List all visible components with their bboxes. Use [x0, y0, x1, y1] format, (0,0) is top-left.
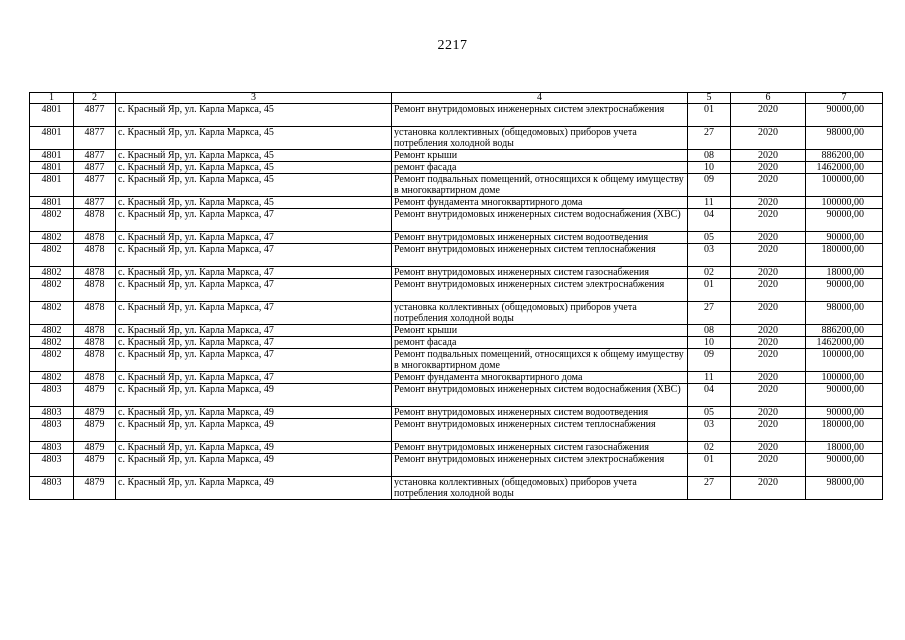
cell-house-id: 4878: [74, 372, 116, 384]
cell-code: 27: [688, 302, 731, 325]
cell-amount: 886200,00: [806, 325, 883, 337]
cell-year: 2020: [731, 267, 806, 279]
cell-id: 4802: [30, 337, 74, 349]
cell-work-type: Ремонт внутридомовых инженерных систем водоснабжения (ХВС): [392, 209, 688, 232]
cell-amount: 180000,00: [806, 419, 883, 442]
cell-address: с. Красный Яр, ул. Карла Маркса, 47: [116, 302, 392, 325]
cell-work-type: Ремонт внутридомовых инженерных систем газоснабжения: [392, 267, 688, 279]
cell-id: 4802: [30, 325, 74, 337]
cell-id: 4803: [30, 384, 74, 407]
cell-amount: 100000,00: [806, 174, 883, 197]
cell-id: 4802: [30, 372, 74, 384]
cell-address: с. Красный Яр, ул. Карла Маркса, 47: [116, 279, 392, 302]
column-header-4: 4: [392, 93, 688, 104]
cell-work-type: Ремонт крыши: [392, 325, 688, 337]
cell-id: 4801: [30, 197, 74, 209]
cell-code: 08: [688, 150, 731, 162]
cell-id: 4803: [30, 407, 74, 419]
cell-year: 2020: [731, 407, 806, 419]
cell-house-id: 4878: [74, 232, 116, 244]
cell-amount: 1462000,00: [806, 337, 883, 349]
cell-code: 27: [688, 127, 731, 150]
table-row: [30, 337, 883, 349]
cell-work-type: Ремонт фундамента многоквартирного дома: [392, 197, 688, 209]
cell-id: 4803: [30, 477, 74, 500]
table-row: [30, 349, 883, 372]
cell-code: 01: [688, 279, 731, 302]
cell-code: 02: [688, 267, 731, 279]
cell-code: 02: [688, 442, 731, 454]
cell-id: 4801: [30, 104, 74, 127]
cell-year: 2020: [731, 127, 806, 150]
table-row: [30, 442, 883, 454]
cell-house-id: 4879: [74, 384, 116, 407]
cell-year: 2020: [731, 454, 806, 477]
cell-year: 2020: [731, 209, 806, 232]
cell-work-type: Ремонт внутридомовых инженерных систем теплоснабжения: [392, 419, 688, 442]
cell-amount: 90000,00: [806, 407, 883, 419]
column-header-5: 5: [688, 93, 731, 104]
cell-year: 2020: [731, 477, 806, 500]
cell-work-type: установка коллективных (общедомовых) приборов учета потребления холодной воды: [392, 477, 688, 500]
cell-year: 2020: [731, 104, 806, 127]
cell-year: 2020: [731, 197, 806, 209]
cell-code: 27: [688, 477, 731, 500]
cell-address: с. Красный Яр, ул. Карла Маркса, 47: [116, 372, 392, 384]
cell-work-type: Ремонт внутридомовых инженерных систем электроснабжения: [392, 104, 688, 127]
cell-address: с. Красный Яр, ул. Карла Маркса, 45: [116, 197, 392, 209]
column-header-6: 6: [731, 93, 806, 104]
cell-id: 4802: [30, 244, 74, 267]
cell-id: 4803: [30, 419, 74, 442]
cell-house-id: 4878: [74, 244, 116, 267]
cell-house-id: 4879: [74, 442, 116, 454]
cell-address: с. Красный Яр, ул. Карла Маркса, 45: [116, 127, 392, 150]
cell-address: с. Красный Яр, ул. Карла Маркса, 49: [116, 477, 392, 500]
cell-amount: 180000,00: [806, 244, 883, 267]
cell-year: 2020: [731, 384, 806, 407]
cell-address: с. Красный Яр, ул. Карла Маркса, 45: [116, 174, 392, 197]
cell-house-id: 4878: [74, 209, 116, 232]
cell-address: с. Красный Яр, ул. Карла Маркса, 45: [116, 162, 392, 174]
page-number: 2217: [437, 38, 468, 53]
cell-house-id: 4877: [74, 197, 116, 209]
cell-amount: 90000,00: [806, 209, 883, 232]
cell-id: 4802: [30, 232, 74, 244]
cell-work-type: Ремонт подвальных помещений, относящихся к общему имуществу в многоквартирном доме: [392, 174, 688, 197]
cell-amount: 886200,00: [806, 150, 883, 162]
cell-year: 2020: [731, 162, 806, 174]
cell-work-type: ремонт фасада: [392, 162, 688, 174]
cell-amount: 90000,00: [806, 104, 883, 127]
repair-registry-table: [29, 92, 883, 500]
table-row: [30, 174, 883, 197]
table-row: [30, 419, 883, 442]
table-header-row: [30, 93, 883, 104]
cell-code: 04: [688, 384, 731, 407]
cell-amount: 98000,00: [806, 127, 883, 150]
cell-amount: 18000,00: [806, 267, 883, 279]
cell-work-type: Ремонт крыши: [392, 150, 688, 162]
cell-work-type: Ремонт подвальных помещений, относящихся к общему имуществу в многоквартирном доме: [392, 349, 688, 372]
cell-work-type: Ремонт внутридомовых инженерных систем газоснабжения: [392, 442, 688, 454]
table-row: [30, 104, 883, 127]
table-row: [30, 407, 883, 419]
cell-work-type: установка коллективных (общедомовых) приборов учета потребления холодной воды: [392, 127, 688, 150]
cell-amount: 1462000,00: [806, 162, 883, 174]
cell-year: 2020: [731, 372, 806, 384]
table-row: [30, 384, 883, 407]
table-body: [30, 104, 883, 500]
cell-house-id: 4878: [74, 267, 116, 279]
cell-address: с. Красный Яр, ул. Карла Маркса, 49: [116, 419, 392, 442]
cell-id: 4801: [30, 127, 74, 150]
cell-year: 2020: [731, 244, 806, 267]
column-header-1: 1: [30, 93, 74, 104]
cell-id: 4803: [30, 454, 74, 477]
cell-code: 09: [688, 349, 731, 372]
cell-year: 2020: [731, 232, 806, 244]
cell-address: с. Красный Яр, ул. Карла Маркса, 49: [116, 454, 392, 477]
cell-id: 4801: [30, 162, 74, 174]
cell-address: с. Красный Яр, ул. Карла Маркса, 47: [116, 232, 392, 244]
cell-address: с. Красный Яр, ул. Карла Маркса, 47: [116, 325, 392, 337]
cell-address: с. Красный Яр, ул. Карла Маркса, 45: [116, 150, 392, 162]
column-header-7: 7: [806, 93, 883, 104]
cell-house-id: 4877: [74, 150, 116, 162]
cell-code: 03: [688, 419, 731, 442]
cell-year: 2020: [731, 279, 806, 302]
cell-amount: 90000,00: [806, 384, 883, 407]
cell-year: 2020: [731, 325, 806, 337]
table-row: [30, 244, 883, 267]
cell-house-id: 4879: [74, 477, 116, 500]
cell-house-id: 4878: [74, 349, 116, 372]
table-row: [30, 477, 883, 500]
table-row: [30, 279, 883, 302]
cell-work-type: Ремонт внутридомовых инженерных систем электроснабжения: [392, 279, 688, 302]
cell-house-id: 4877: [74, 174, 116, 197]
cell-work-type: установка коллективных (общедомовых) приборов учета потребления холодной воды: [392, 302, 688, 325]
cell-id: 4801: [30, 150, 74, 162]
cell-address: с. Красный Яр, ул. Карла Маркса, 49: [116, 407, 392, 419]
cell-year: 2020: [731, 174, 806, 197]
cell-work-type: Ремонт внутридомовых инженерных систем водоснабжения (ХВС): [392, 384, 688, 407]
cell-house-id: 4877: [74, 104, 116, 127]
table-row: [30, 209, 883, 232]
cell-house-id: 4878: [74, 325, 116, 337]
cell-address: с. Красный Яр, ул. Карла Маркса, 49: [116, 384, 392, 407]
cell-code: 05: [688, 407, 731, 419]
table-row: [30, 127, 883, 150]
cell-house-id: 4878: [74, 337, 116, 349]
cell-code: 11: [688, 372, 731, 384]
cell-address: с. Красный Яр, ул. Карла Маркса, 47: [116, 267, 392, 279]
cell-year: 2020: [731, 302, 806, 325]
cell-amount: 90000,00: [806, 232, 883, 244]
cell-house-id: 4879: [74, 419, 116, 442]
cell-work-type: Ремонт внутридомовых инженерных систем водоотведения: [392, 232, 688, 244]
cell-work-type: Ремонт внутридомовых инженерных систем электроснабжения: [392, 454, 688, 477]
table-row: [30, 372, 883, 384]
cell-id: 4802: [30, 279, 74, 302]
cell-year: 2020: [731, 442, 806, 454]
cell-amount: 90000,00: [806, 454, 883, 477]
cell-house-id: 4879: [74, 454, 116, 477]
cell-amount: 100000,00: [806, 197, 883, 209]
cell-code: 10: [688, 337, 731, 349]
cell-id: 4802: [30, 349, 74, 372]
cell-house-id: 4877: [74, 127, 116, 150]
cell-code: 08: [688, 325, 731, 337]
cell-year: 2020: [731, 150, 806, 162]
cell-id: 4802: [30, 267, 74, 279]
cell-year: 2020: [731, 419, 806, 442]
cell-code: 10: [688, 162, 731, 174]
cell-house-id: 4877: [74, 162, 116, 174]
cell-house-id: 4878: [74, 302, 116, 325]
column-header-2: 2: [74, 93, 116, 104]
cell-code: 01: [688, 104, 731, 127]
cell-code: 01: [688, 454, 731, 477]
cell-amount: 100000,00: [806, 349, 883, 372]
cell-address: с. Красный Яр, ул. Карла Маркса, 47: [116, 244, 392, 267]
cell-work-type: Ремонт фундамента многоквартирного дома: [392, 372, 688, 384]
cell-year: 2020: [731, 349, 806, 372]
cell-address: с. Красный Яр, ул. Карла Маркса, 47: [116, 337, 392, 349]
table-row: [30, 267, 883, 279]
table-row: [30, 197, 883, 209]
cell-id: 4801: [30, 174, 74, 197]
cell-id: 4802: [30, 209, 74, 232]
cell-house-id: 4879: [74, 407, 116, 419]
cell-code: 09: [688, 174, 731, 197]
cell-id: 4803: [30, 442, 74, 454]
cell-amount: 98000,00: [806, 477, 883, 500]
table-row: [30, 454, 883, 477]
cell-code: 11: [688, 197, 731, 209]
cell-code: 04: [688, 209, 731, 232]
cell-house-id: 4878: [74, 279, 116, 302]
cell-address: с. Красный Яр, ул. Карла Маркса, 45: [116, 104, 392, 127]
table-row: [30, 232, 883, 244]
cell-amount: 18000,00: [806, 442, 883, 454]
cell-code: 03: [688, 244, 731, 267]
cell-year: 2020: [731, 337, 806, 349]
cell-address: с. Красный Яр, ул. Карла Маркса, 49: [116, 442, 392, 454]
cell-work-type: Ремонт внутридомовых инженерных систем теплоснабжения: [392, 244, 688, 267]
cell-id: 4802: [30, 302, 74, 325]
cell-amount: 100000,00: [806, 372, 883, 384]
column-header-3: 3: [116, 93, 392, 104]
cell-amount: 90000,00: [806, 279, 883, 302]
cell-work-type: ремонт фасада: [392, 337, 688, 349]
cell-address: с. Красный Яр, ул. Карла Маркса, 47: [116, 349, 392, 372]
table-row: [30, 150, 883, 162]
cell-code: 05: [688, 232, 731, 244]
table-row: [30, 302, 883, 325]
cell-amount: 98000,00: [806, 302, 883, 325]
table-row: [30, 162, 883, 174]
cell-address: с. Красный Яр, ул. Карла Маркса, 47: [116, 209, 392, 232]
table-row: [30, 325, 883, 337]
cell-work-type: Ремонт внутридомовых инженерных систем водоотведения: [392, 407, 688, 419]
